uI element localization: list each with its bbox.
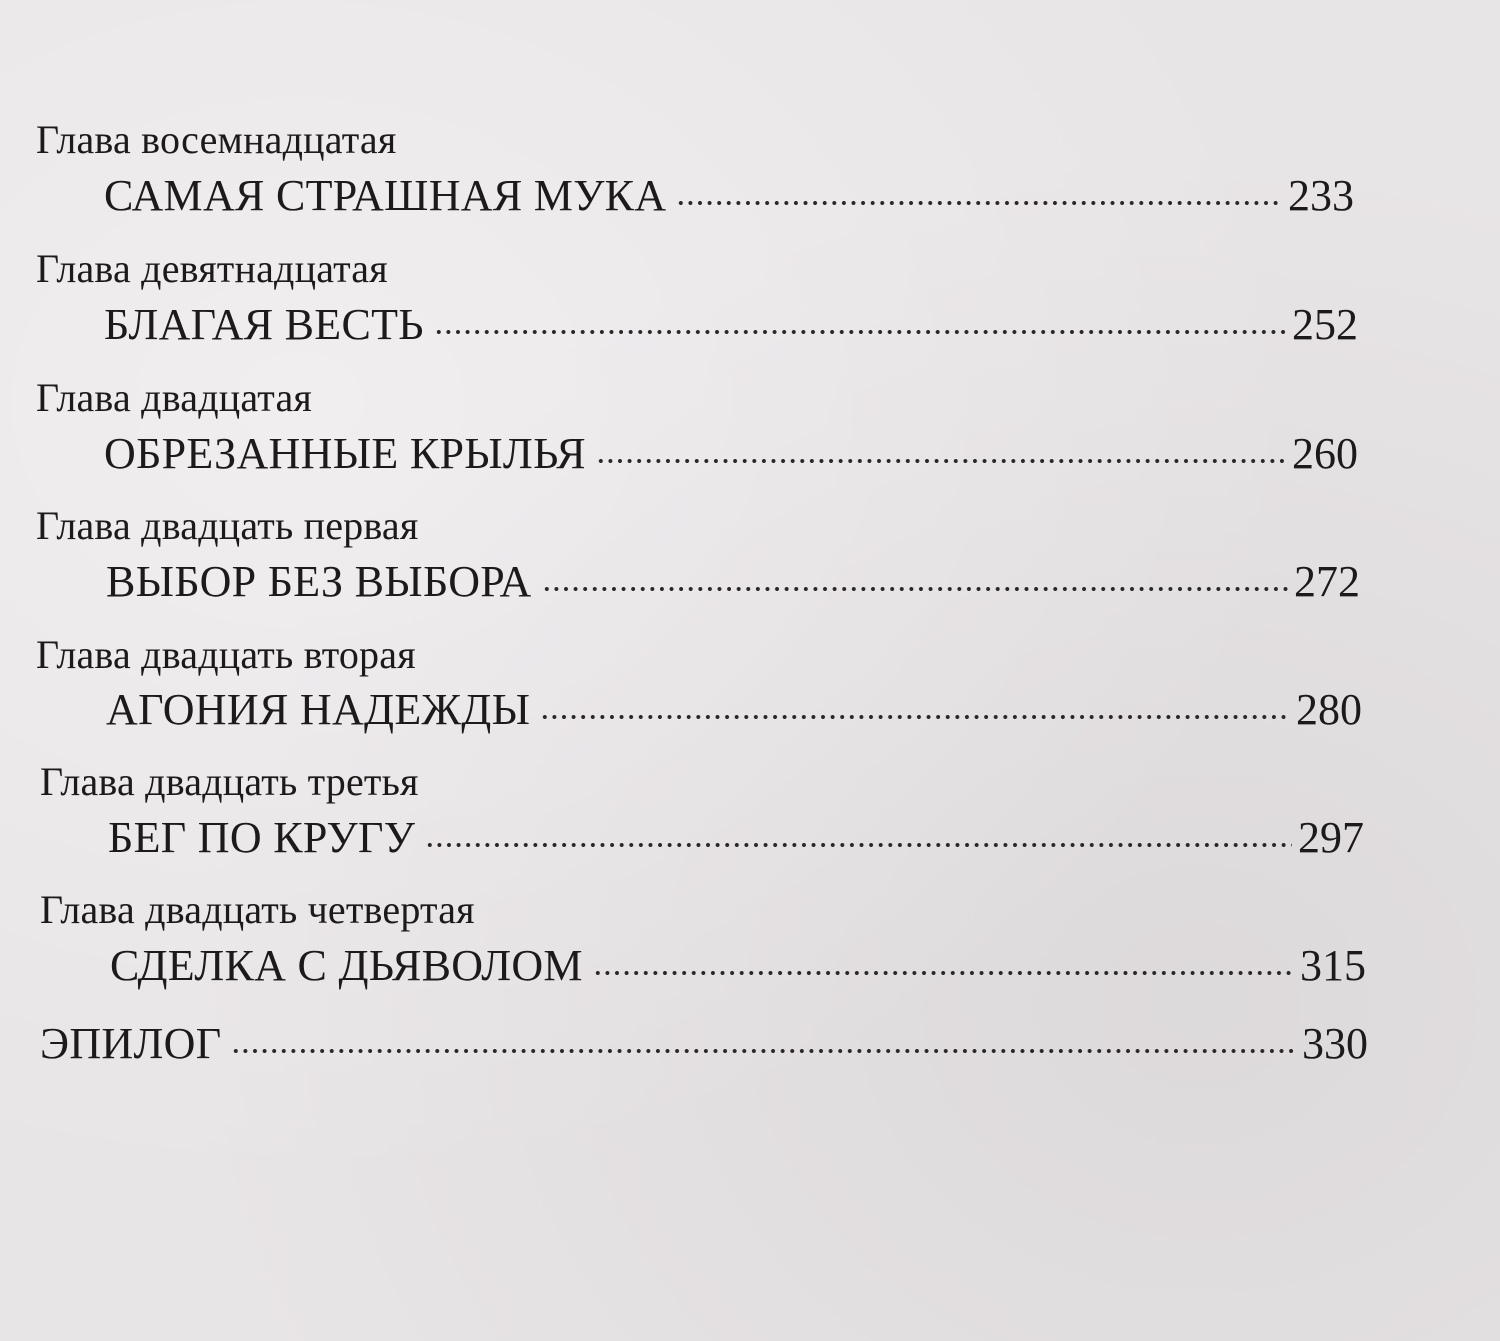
page-number: 233 <box>1288 171 1354 220</box>
dot-leader <box>425 838 1292 852</box>
chapter-heading: Глава двадцать третья <box>40 759 419 804</box>
page-number: 260 <box>1292 429 1358 478</box>
page-number: 280 <box>1296 685 1362 734</box>
toc-entry <box>110 940 1366 992</box>
page-number: 330 <box>1302 1019 1368 1068</box>
dot-leader <box>542 582 1288 596</box>
chapter-title: ВЫБОР БЕЗ ВЫБОРА <box>106 557 532 606</box>
toc-entry <box>104 299 1358 351</box>
toc-entry <box>106 684 1362 736</box>
chapter-title: БЛАГАЯ ВЕСТЬ <box>104 300 424 349</box>
chapter-heading: Глава двадцать вторая <box>36 632 416 677</box>
toc-entry <box>108 812 1364 864</box>
dot-leader <box>540 710 1290 724</box>
page-number: 315 <box>1300 941 1366 990</box>
page-number: 272 <box>1294 557 1360 606</box>
dot-leader <box>593 966 1294 980</box>
chapter-title: БЕГ ПО КРУГУ <box>108 813 416 862</box>
chapter-title: СДЕЛКА С ДЬЯВОЛОМ <box>110 941 583 990</box>
chapter-heading: Глава двадцатая <box>36 375 313 420</box>
page-number: 297 <box>1298 813 1364 862</box>
chapter-title: ОБРЕЗАННЫЕ КРЫЛЬЯ <box>104 429 586 478</box>
toc-entry <box>106 556 1360 608</box>
chapter-heading: Глава девятнадцатая <box>36 246 388 291</box>
chapter-heading: Глава двадцать четвертая <box>40 887 475 932</box>
chapter-heading: Глава двадцать первая <box>36 503 419 548</box>
dot-leader <box>596 454 1286 468</box>
epilogue-title: ЭПИЛОГ <box>40 1019 222 1068</box>
chapter-title: АГОНИЯ НАДЕЖДЫ <box>106 685 531 734</box>
chapter-heading: Глава восемнадцатая <box>36 117 397 162</box>
dot-leader <box>231 1044 1296 1058</box>
toc-entry <box>104 428 1358 480</box>
toc-entry <box>104 170 1354 222</box>
dot-leader <box>676 196 1282 210</box>
toc-entry-epilogue <box>40 1018 1368 1070</box>
chapter-title: САМАЯ СТРАШНАЯ МУКА <box>104 171 667 220</box>
page-number: 252 <box>1292 300 1358 349</box>
dot-leader <box>434 325 1286 339</box>
